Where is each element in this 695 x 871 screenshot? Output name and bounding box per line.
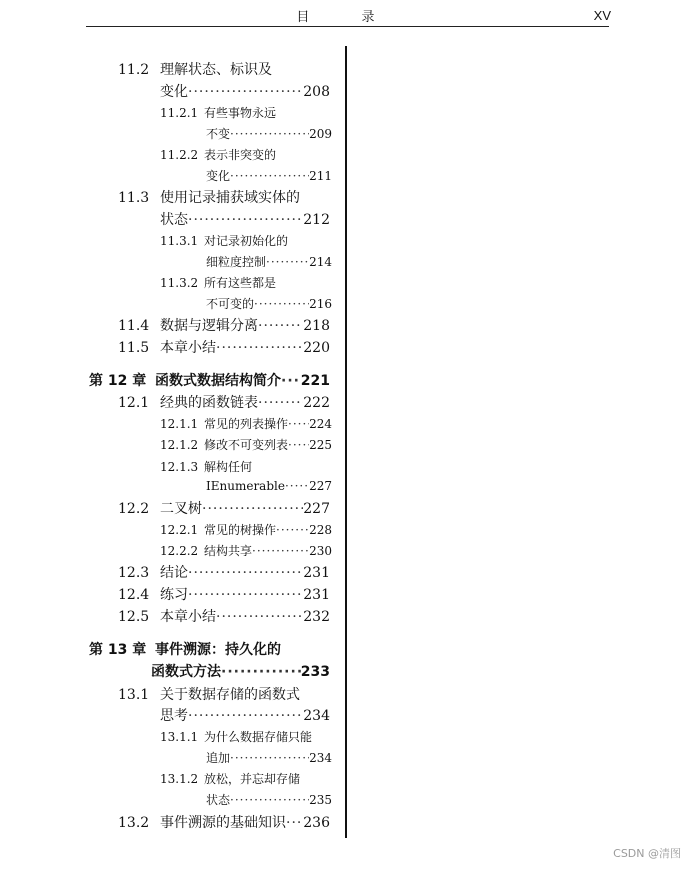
entry-page: 214 xyxy=(309,255,332,269)
entry-number: 11.3.1 xyxy=(160,234,199,248)
entry-number: 12.3 xyxy=(118,565,150,581)
dot-leader xyxy=(276,523,309,537)
dot-leader xyxy=(230,793,309,807)
section-entry xyxy=(118,59,272,79)
dot-leader xyxy=(258,318,303,334)
entry-page: 231 xyxy=(303,565,330,581)
entry-title: 状态 xyxy=(160,212,188,228)
entry-title: 有些事物永远 xyxy=(204,106,277,120)
subsection-entry xyxy=(206,253,332,271)
entry-title: 不变 xyxy=(206,127,231,141)
entry-title: 经典的函数链表 xyxy=(160,395,258,411)
entry-number: 第 12 章 xyxy=(89,373,147,389)
section-entry xyxy=(118,498,330,518)
page-header xyxy=(86,0,609,27)
entry-title: 常见的树操作 xyxy=(204,523,277,537)
entry-title: 变化 xyxy=(206,169,231,183)
section-entry xyxy=(160,705,330,725)
entry-title: 为什么数据存储只能 xyxy=(204,730,313,744)
entry-title: 函数式方法 xyxy=(151,664,221,680)
subsection-entry xyxy=(206,749,332,767)
subsection-entry xyxy=(160,542,332,560)
entry-title: 事件溯源：持久化的 xyxy=(155,642,281,658)
dot-leader xyxy=(285,479,309,493)
dot-leader xyxy=(230,169,309,183)
subsection-entry xyxy=(160,728,312,746)
entry-title: 结构共享 xyxy=(204,544,253,558)
watermark: CSDN @清图 xyxy=(613,847,681,860)
subsection-entry xyxy=(160,274,276,292)
entry-title: 事件溯源的基础知识 xyxy=(160,815,286,831)
subsection-entry xyxy=(206,479,332,497)
entry-number: 11.3.2 xyxy=(160,276,199,290)
dot-leader xyxy=(254,297,309,311)
entry-page: 228 xyxy=(309,523,332,537)
dot-leader xyxy=(288,417,309,431)
dot-leader xyxy=(216,340,303,356)
entry-page: 235 xyxy=(309,793,332,807)
running-title: 目 录 xyxy=(296,10,399,25)
subsection-entry xyxy=(206,791,332,809)
dot-leader xyxy=(188,587,303,603)
entry-title: 练习 xyxy=(160,587,188,603)
chapter-entry xyxy=(89,639,281,659)
subsection-entry xyxy=(160,458,252,476)
subsection-entry xyxy=(160,415,332,433)
entry-number: 12.1.1 xyxy=(160,417,199,431)
section-entry xyxy=(118,562,330,582)
dot-leader xyxy=(266,255,309,269)
page-number: XV xyxy=(593,8,611,23)
entry-number: 12.1 xyxy=(118,395,150,411)
entry-page: 208 xyxy=(303,84,330,100)
entry-number: 13.1 xyxy=(118,687,150,703)
dot-leader xyxy=(188,84,303,100)
subsection-entry xyxy=(160,146,276,164)
chapter-entry xyxy=(151,661,330,681)
entry-page: 218 xyxy=(303,318,330,334)
section-entry xyxy=(118,812,330,832)
subsection-entry xyxy=(206,125,332,143)
dot-leader xyxy=(188,708,303,724)
dot-leader xyxy=(258,395,303,411)
section-entry xyxy=(118,392,330,412)
entry-page: 231 xyxy=(303,587,330,603)
entry-page: 230 xyxy=(309,544,332,558)
entry-page: 221 xyxy=(300,373,330,389)
entry-title: 所有这些都是 xyxy=(204,276,277,290)
entry-title: 常见的列表操作 xyxy=(204,417,289,431)
entry-title: 函数式数据结构简介 xyxy=(155,373,281,389)
entry-page: 236 xyxy=(303,815,330,831)
section-entry xyxy=(118,315,330,335)
subsection-entry xyxy=(160,232,288,250)
entry-title: 关于数据存储的函数式 xyxy=(160,687,300,703)
entry-number: 11.4 xyxy=(118,318,150,334)
entry-number: 11.3 xyxy=(118,190,150,206)
entry-page: 232 xyxy=(303,609,330,625)
dot-leader xyxy=(286,815,303,831)
entry-number: 11.5 xyxy=(118,340,150,356)
section-entry xyxy=(118,337,330,357)
entry-number: 12.2.1 xyxy=(160,523,199,537)
entry-title: 使用记录捕获域实体的 xyxy=(160,190,300,206)
section-entry xyxy=(118,606,330,626)
entry-page: 216 xyxy=(309,297,332,311)
entry-title: 解构任何 xyxy=(204,460,253,474)
entry-page: 222 xyxy=(303,395,330,411)
dot-leader xyxy=(288,438,309,452)
entry-number: 13.2 xyxy=(118,815,150,831)
section-entry xyxy=(160,209,330,229)
entry-title: 放松，并忘却存储 xyxy=(204,772,301,786)
entry-title: 本章小结 xyxy=(160,340,216,356)
entry-page: 209 xyxy=(309,127,332,141)
entry-number: 12.2 xyxy=(118,501,150,517)
entry-number: 12.2.2 xyxy=(160,544,199,558)
entry-title: 变化 xyxy=(160,84,188,100)
entry-number: 12.4 xyxy=(118,587,150,603)
entry-number: 11.2 xyxy=(118,62,150,78)
dot-leader xyxy=(188,565,303,581)
entry-page: 234 xyxy=(303,708,330,724)
subsection-entry xyxy=(206,167,332,185)
entry-title: 状态 xyxy=(206,793,231,807)
section-entry xyxy=(118,187,300,207)
entry-number: 12.1.2 xyxy=(160,438,199,452)
entry-page: 224 xyxy=(309,417,332,431)
entry-page: 211 xyxy=(309,169,332,183)
entry-title: IEnumerable xyxy=(206,479,285,493)
dot-leader xyxy=(252,544,309,558)
entry-title: 追加 xyxy=(206,751,231,765)
entry-title: 本章小结 xyxy=(160,609,216,625)
dot-leader xyxy=(188,212,303,228)
entry-title: 表示非突变的 xyxy=(204,148,277,162)
dot-leader xyxy=(221,664,301,680)
entry-number: 12.5 xyxy=(118,609,150,625)
entry-page: 233 xyxy=(300,664,330,680)
entry-page: 225 xyxy=(309,438,332,452)
entry-title: 不可变的 xyxy=(206,297,255,311)
entry-page: 220 xyxy=(303,340,330,356)
subsection-entry xyxy=(160,521,332,539)
entry-title: 思考 xyxy=(160,708,188,724)
section-entry xyxy=(118,684,300,704)
dot-leader xyxy=(230,751,309,765)
entry-page: 227 xyxy=(309,479,332,493)
dot-leader xyxy=(202,501,303,517)
entry-title: 二叉树 xyxy=(160,501,202,517)
dot-leader xyxy=(216,609,303,625)
entry-title: 细粒度控制 xyxy=(206,255,267,269)
dot-leader xyxy=(230,127,309,141)
subsection-entry xyxy=(160,770,300,788)
entry-number: 12.1.3 xyxy=(160,460,199,474)
entry-number: 11.2.1 xyxy=(160,106,199,120)
entry-title: 结论 xyxy=(160,565,188,581)
entry-title: 数据与逻辑分离 xyxy=(160,318,258,334)
entry-title: 修改不可变列表 xyxy=(204,438,289,452)
section-entry xyxy=(160,81,330,101)
subsection-entry xyxy=(160,436,332,454)
entry-number: 11.2.2 xyxy=(160,148,199,162)
entry-title: 理解状态、标识及 xyxy=(160,62,272,78)
section-entry xyxy=(118,584,330,604)
entry-number: 13.1.2 xyxy=(160,772,199,786)
chapter-entry xyxy=(89,370,330,390)
subsection-entry xyxy=(160,104,276,122)
entry-number: 13.1.1 xyxy=(160,730,199,744)
entry-page: 234 xyxy=(309,751,332,765)
entry-title: 对记录初始化的 xyxy=(204,234,289,248)
entry-page: 227 xyxy=(303,501,330,517)
dot-leader xyxy=(281,373,301,389)
entry-page: 212 xyxy=(303,212,330,228)
subsection-entry xyxy=(206,295,332,313)
entry-number: 第 13 章 xyxy=(89,642,147,658)
column-divider xyxy=(345,46,347,838)
